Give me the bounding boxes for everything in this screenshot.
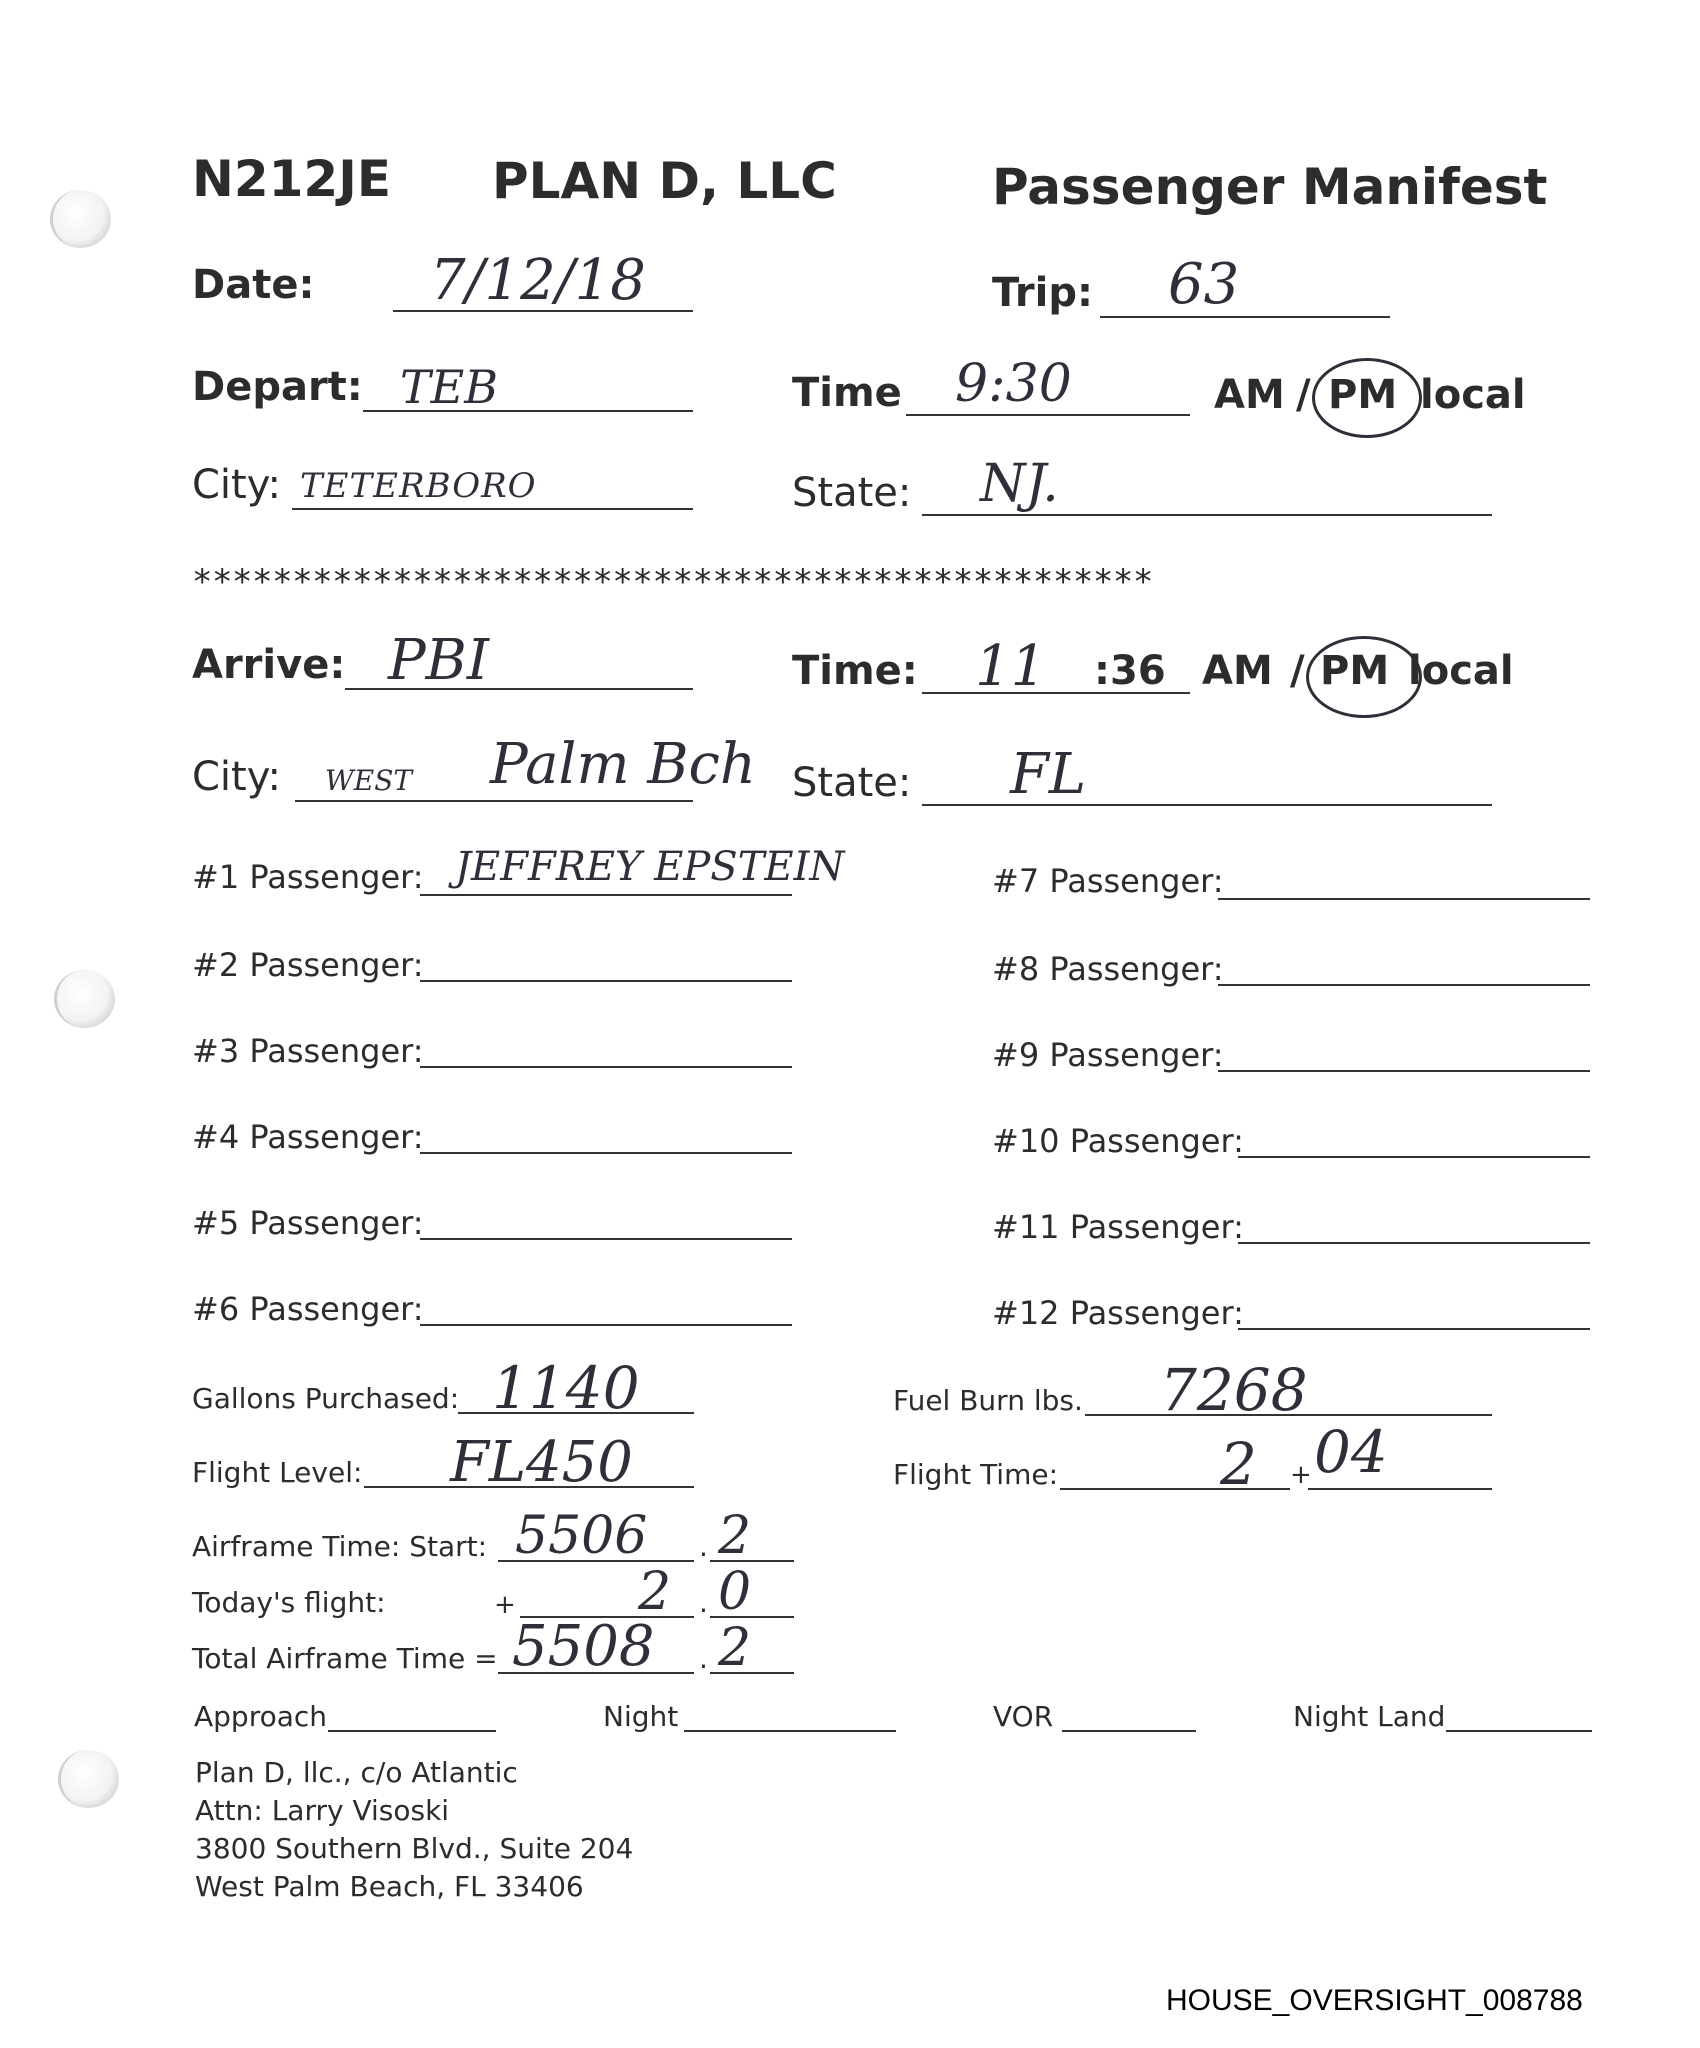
total-airframe-tenth[interactable]: 2 bbox=[718, 1618, 752, 1678]
passenger-5-line bbox=[420, 1238, 792, 1240]
total-airframe-label: Total Airframe Time = bbox=[192, 1642, 498, 1675]
arrive-time-minute[interactable]: :36 bbox=[1094, 648, 1166, 694]
night-land-line bbox=[1446, 1730, 1592, 1732]
depart-city-value[interactable]: TETERBORO bbox=[300, 466, 537, 506]
passenger-5-label: #5 Passenger: bbox=[192, 1204, 424, 1242]
todays-flight-plus: + bbox=[494, 1590, 516, 1620]
trip-line bbox=[1100, 316, 1390, 318]
arrive-local: local bbox=[1408, 648, 1514, 694]
todays-flight-label: Today's flight: bbox=[192, 1586, 386, 1619]
arrive-state-label: State: bbox=[792, 760, 912, 806]
passenger-1-value[interactable]: JEFFREY EPSTEIN bbox=[455, 844, 845, 890]
approach-label: Approach bbox=[194, 1700, 328, 1733]
passenger-7-line bbox=[1218, 898, 1590, 900]
depart-label: Depart: bbox=[192, 364, 363, 410]
depart-pm[interactable]: PM bbox=[1328, 372, 1398, 418]
airframe-start-label: Airframe Time: Start: bbox=[192, 1530, 488, 1563]
passenger-2-label: #2 Passenger: bbox=[192, 946, 424, 984]
gallons-value[interactable]: 1140 bbox=[492, 1354, 640, 1422]
depart-local: local bbox=[1420, 372, 1526, 418]
airframe-start-whole[interactable]: 5506 bbox=[515, 1506, 648, 1566]
todays-flight-tenth[interactable]: 0 bbox=[718, 1562, 752, 1622]
total-airframe-dot: . bbox=[699, 1642, 708, 1675]
vor-label: VOR bbox=[993, 1700, 1054, 1733]
passenger-9-label: #9 Passenger: bbox=[992, 1036, 1224, 1074]
depart-state-line bbox=[922, 514, 1492, 516]
address-line-1: Plan D, llc., c/o Atlantic bbox=[195, 1756, 518, 1789]
bates-number: HOUSE_OVERSIGHT_008788 bbox=[1166, 1984, 1583, 2017]
passenger-3-label: #3 Passenger: bbox=[192, 1032, 424, 1070]
passenger-11-label: #11 Passenger: bbox=[992, 1208, 1244, 1246]
passenger-6-line bbox=[420, 1324, 792, 1326]
arrive-time-label: Time: bbox=[792, 648, 918, 694]
date-label: Date: bbox=[192, 262, 315, 308]
arrive-am[interactable]: AM bbox=[1202, 648, 1273, 694]
depart-city-label: City: bbox=[192, 462, 281, 508]
depart-time-value[interactable]: 9:30 bbox=[955, 354, 1072, 414]
fuel-burn-label: Fuel Burn lbs. bbox=[893, 1384, 1083, 1417]
asterisk-separator: ************************************************ bbox=[192, 562, 1153, 602]
form-title: Passenger Manifest bbox=[992, 158, 1548, 216]
arrive-label: Arrive: bbox=[192, 642, 346, 688]
depart-state-label: State: bbox=[792, 470, 912, 516]
todays-flight-dot: . bbox=[699, 1586, 708, 1619]
flight-time-label: Flight Time: bbox=[893, 1458, 1059, 1491]
company-name: PLAN D, LLC bbox=[492, 152, 837, 210]
night-line bbox=[684, 1730, 896, 1732]
passenger-4-line bbox=[420, 1152, 792, 1154]
night-land-label: Night Land bbox=[1293, 1700, 1446, 1733]
flight-time-minutes-line bbox=[1308, 1488, 1492, 1490]
flight-time-hours[interactable]: 2 bbox=[1220, 1430, 1257, 1498]
depart-time-label: Time bbox=[792, 370, 902, 416]
passenger-3-line bbox=[420, 1066, 792, 1068]
depart-time-line bbox=[906, 414, 1190, 416]
date-value[interactable]: 7/12/18 bbox=[430, 248, 646, 313]
passenger-1-label: #1 Passenger: bbox=[192, 858, 424, 896]
passenger-4-label: #4 Passenger: bbox=[192, 1118, 424, 1156]
arrive-state-value[interactable]: FL bbox=[1010, 742, 1087, 807]
trip-value[interactable]: 63 bbox=[1168, 252, 1240, 317]
flight-time-minutes[interactable]: 04 bbox=[1314, 1418, 1388, 1486]
arrive-city-value-b[interactable]: Palm Bch bbox=[490, 732, 756, 797]
airframe-start-dot: . bbox=[699, 1530, 708, 1563]
arrive-city-value-a[interactable]: WEST bbox=[325, 764, 413, 797]
arrive-city-line bbox=[295, 800, 693, 802]
flight-level-label: Flight Level: bbox=[192, 1456, 363, 1489]
total-airframe-whole[interactable]: 5508 bbox=[512, 1614, 655, 1679]
arrive-time-hour[interactable]: 11 bbox=[975, 634, 1047, 699]
arrive-slash: / bbox=[1290, 648, 1305, 694]
arrive-value[interactable]: PBI bbox=[388, 628, 489, 693]
depart-state-value[interactable]: NJ. bbox=[980, 454, 1059, 514]
approach-line bbox=[328, 1730, 496, 1732]
address-line-2: Attn: Larry Visoski bbox=[195, 1794, 450, 1827]
address-line-4: West Palm Beach, FL 33406 bbox=[195, 1870, 584, 1903]
depart-slash: / bbox=[1296, 372, 1311, 418]
passenger-12-label: #12 Passenger: bbox=[992, 1294, 1244, 1332]
tail-number: N212JE bbox=[192, 150, 391, 208]
passenger-12-line bbox=[1238, 1328, 1590, 1330]
depart-am[interactable]: AM bbox=[1214, 372, 1285, 418]
binder-hole-bottom bbox=[58, 1750, 119, 1808]
passenger-9-line bbox=[1218, 1070, 1590, 1072]
airframe-start-tenth[interactable]: 2 bbox=[718, 1506, 752, 1566]
flight-time-plus: + bbox=[1290, 1460, 1312, 1490]
passenger-10-line bbox=[1238, 1156, 1590, 1158]
passenger-8-label: #8 Passenger: bbox=[992, 950, 1224, 988]
depart-pm-circle bbox=[1312, 358, 1422, 438]
fuel-burn-value[interactable]: 7268 bbox=[1160, 1356, 1308, 1424]
passenger-10-label: #10 Passenger: bbox=[992, 1122, 1244, 1160]
passenger-2-line bbox=[420, 980, 792, 982]
trip-label: Trip: bbox=[992, 270, 1093, 316]
arrive-pm-circle bbox=[1306, 636, 1422, 718]
passenger-8-line bbox=[1218, 984, 1590, 986]
binder-hole-top bbox=[50, 190, 111, 248]
gallons-label: Gallons Purchased: bbox=[192, 1382, 460, 1415]
passenger-7-label: #7 Passenger: bbox=[992, 862, 1224, 900]
night-label: Night bbox=[603, 1700, 679, 1733]
todays-flight-whole[interactable]: 2 bbox=[638, 1562, 672, 1622]
flight-level-value[interactable]: FL450 bbox=[450, 1430, 633, 1495]
arrive-state-line bbox=[922, 804, 1492, 806]
binder-hole-middle bbox=[54, 970, 115, 1028]
passenger-11-line bbox=[1238, 1242, 1590, 1244]
vor-line bbox=[1062, 1730, 1196, 1732]
passenger-6-label: #6 Passenger: bbox=[192, 1290, 424, 1328]
depart-city-line bbox=[292, 508, 693, 510]
arrive-pm[interactable]: PM bbox=[1320, 648, 1390, 694]
depart-value[interactable]: TEB bbox=[400, 360, 499, 414]
arrive-city-label: City: bbox=[192, 754, 281, 800]
address-line-3: 3800 Southern Blvd., Suite 204 bbox=[195, 1832, 634, 1865]
passenger-1-line bbox=[420, 894, 792, 896]
